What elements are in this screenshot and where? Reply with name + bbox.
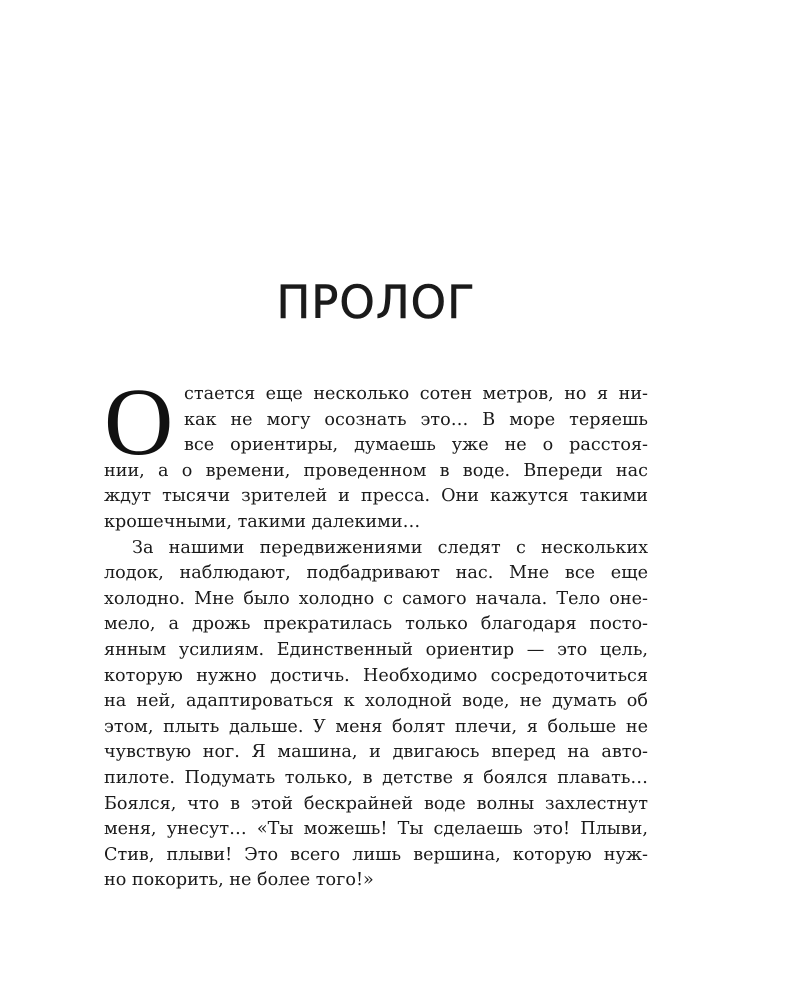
text-line: чувствую ног. Я машина, и двигаюсь вперед на авто-: [104, 742, 648, 763]
text-line: нии, а о времени, проведенном в воде. Впереди нас: [104, 460, 648, 481]
text-line: которую нужно достичь. Необходимо сосредоточиться: [104, 665, 648, 686]
text-line: на ней, адаптироваться к холодной воде, не думать об: [104, 691, 648, 712]
text-line: стается еще несколько сотен метров, но я ни-: [184, 384, 648, 404]
chapter-body: [104, 382, 648, 894]
text-line: Боялся, что в этой бескрайней воде волны захлестнут: [104, 793, 648, 814]
text-line: крошечными, такими далекими…: [104, 511, 421, 532]
text-line: янным усилиям. Единственный ориентир — это цель,: [104, 639, 648, 660]
paragraph-1-full: [104, 459, 648, 536]
text-line: мело, а дрожь прекратилась только благодаря посто-: [104, 614, 648, 635]
text-line: но покорить, не более того!»: [104, 870, 374, 891]
text-line: пилоте. Подумать только, в детстве я боялся плавать…: [104, 767, 648, 788]
text-line: все ориентиры, думаешь уже не о расстоя-: [184, 435, 648, 456]
text-line: лодок, наблюдают, подбадривают нас. Мне все еще: [104, 563, 648, 584]
text-line: За нашими передвижениями следят с нескольких: [132, 537, 648, 558]
paragraph-1-indented: [104, 382, 648, 459]
chapter-title: ПРОЛОГ: [276, 276, 476, 329]
drop-cap-letter: О: [104, 368, 174, 475]
text-line: Стив, плыви! Это всего лишь вершина, которую нуж-: [104, 844, 648, 865]
text-line: холодно. Мне было холодно с самого начала. Тело оне-: [104, 588, 648, 609]
text-line: ждут тысячи зрителей и пресса. Они кажутся такими: [104, 486, 648, 507]
text-line: этом, плыть дальше. У меня болят плечи, я больше не: [104, 716, 648, 737]
paragraph-2: [104, 536, 648, 894]
text-line: как не могу осознать это… В море теряешь: [184, 409, 648, 430]
text-line: меня, унесут… «Ты можешь! Ты сделаешь это! Плыви,: [104, 819, 648, 840]
